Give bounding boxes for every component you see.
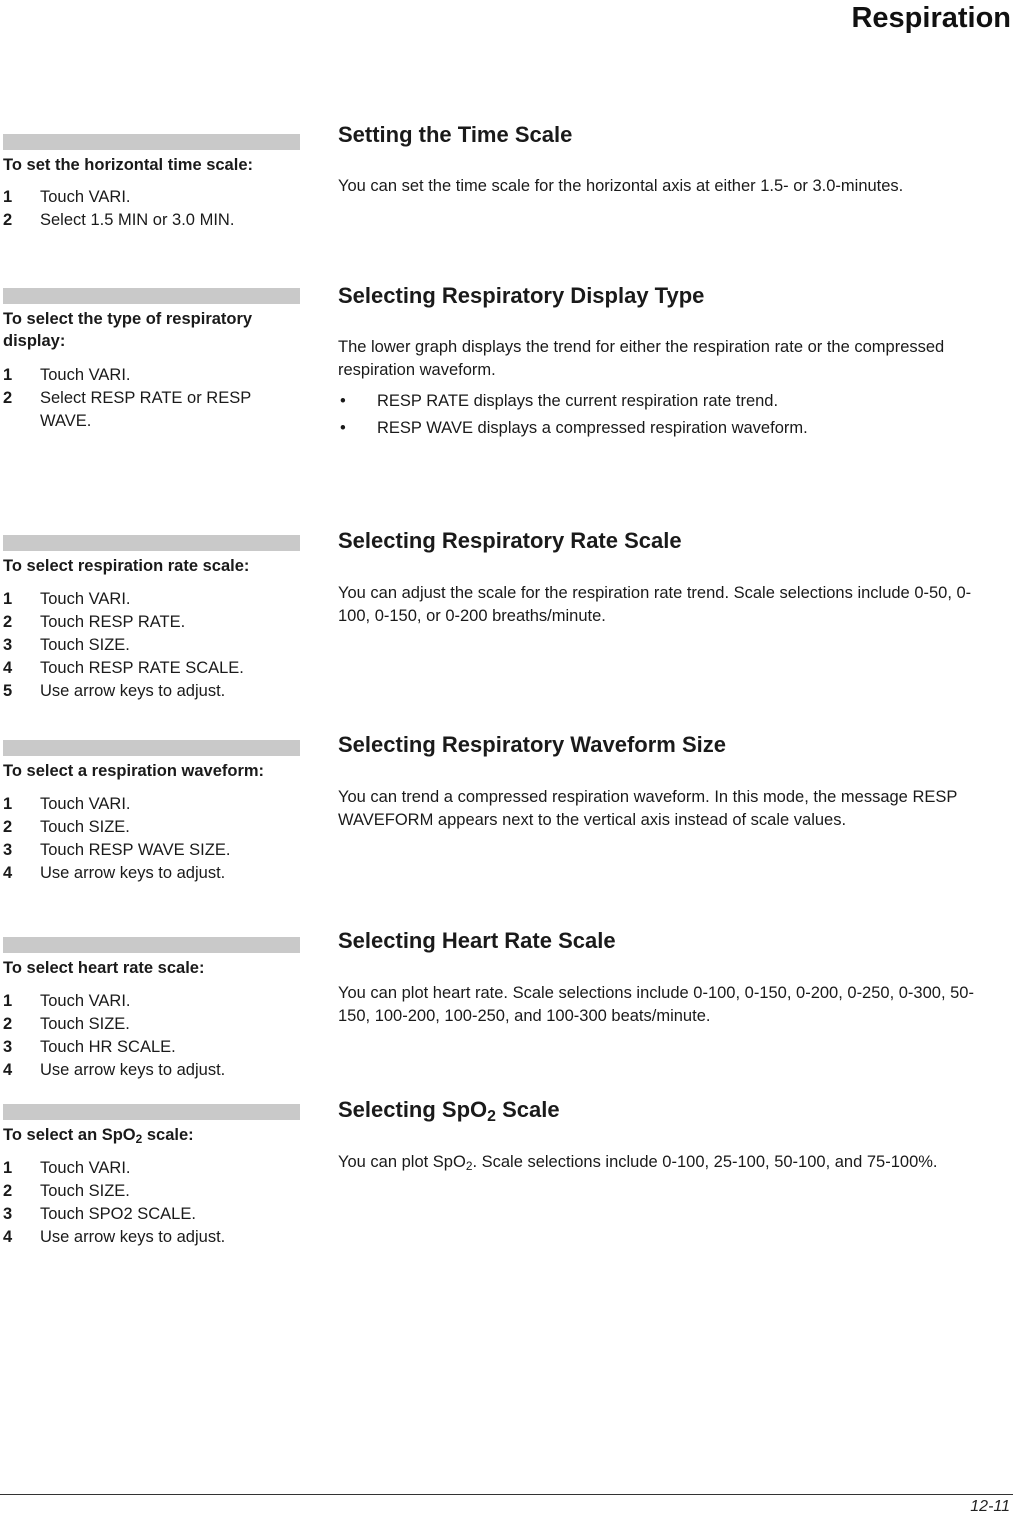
bullet-icon: • bbox=[340, 419, 346, 437]
procedure-step: 2 Touch SIZE. bbox=[3, 818, 130, 836]
bullet-item: • RESP WAVE displays a compressed respiration waveform. bbox=[338, 417, 998, 440]
section-content bbox=[338, 1096, 998, 1174]
procedure-sidebar bbox=[3, 1104, 300, 1249]
section-heading: Selecting Heart Rate Scale bbox=[338, 928, 616, 953]
procedure-title: To select heart rate scale: bbox=[3, 959, 205, 977]
section-body: You can plot heart rate. Scale selections include 0-100, 0-150, 0-200, 0-250, 0-300, 50-150, 100-200, 100-250, and 100-300 beats/minute. bbox=[338, 984, 974, 1025]
procedure-steps bbox=[3, 1157, 300, 1249]
section-content bbox=[338, 731, 998, 832]
procedure-title: To select respiration rate scale: bbox=[3, 557, 250, 575]
procedure-title: To select an SpO$_2$ scale: bbox=[3, 1126, 194, 1146]
procedure-step: 5 Use arrow keys to adjust. bbox=[3, 682, 226, 700]
section-body: You can set the time scale for the horizontal axis at either 1.5- or 3.0-minutes. bbox=[338, 177, 904, 195]
section-content bbox=[338, 927, 998, 1028]
procedure-step: 1 Touch VARI. bbox=[3, 795, 131, 813]
procedure-step: 3 Touch HR SCALE. bbox=[3, 1038, 176, 1056]
procedure-step: 2 Select 1.5 MIN or 3.0 MIN. bbox=[3, 211, 235, 229]
page-number: 12-11 bbox=[970, 1498, 1010, 1515]
procedure-step: 4 Use arrow keys to adjust. bbox=[3, 1061, 226, 1079]
procedure-step: 2 Touch SIZE. bbox=[3, 1015, 130, 1033]
section-body: You can plot SpO$_2$. Scale selections include 0-100, 25-100, 50-100, and 75-100%. bbox=[338, 1153, 938, 1173]
procedure-step: 2 Touch SIZE. bbox=[3, 1182, 130, 1200]
section-heading: Selecting SpO$_2$ Scale bbox=[338, 1097, 560, 1125]
procedure-steps bbox=[3, 793, 300, 885]
bullet-list bbox=[338, 390, 998, 440]
section-body: You can adjust the scale for the respiration rate trend. Scale selections include 0-50, 0-100, 0-150, or 0-200 breaths/minute. bbox=[338, 584, 972, 625]
sidebar-divider-bar bbox=[3, 535, 300, 551]
procedure-title: To select the type of respiratory display: bbox=[3, 310, 253, 350]
procedure-steps bbox=[3, 588, 300, 703]
procedure-steps bbox=[3, 186, 300, 232]
section-body: The lower graph displays the trend for either the respiration rate or the compressed respiration waveform. bbox=[338, 338, 945, 379]
procedure-sidebar bbox=[3, 937, 300, 1082]
section-body: You can trend a compressed respiration waveform. In this mode, the message RESP WAVEFORM appears next to the vertical axis instead of scale values. bbox=[338, 788, 958, 829]
procedure-step: 1 Touch VARI. bbox=[3, 366, 131, 384]
procedure-step: 4 Use arrow keys to adjust. bbox=[3, 864, 226, 882]
procedure-step: 1 Touch VARI. bbox=[3, 590, 131, 608]
section-heading: Selecting Respiratory Rate Scale bbox=[338, 528, 682, 553]
sidebar-divider-bar bbox=[3, 134, 300, 150]
section-content bbox=[338, 527, 998, 628]
sidebar-divider-bar bbox=[3, 288, 300, 304]
procedure-step: 1 Touch VARI. bbox=[3, 1159, 131, 1177]
bullet-item: • RESP RATE displays the current respiration rate trend. bbox=[338, 390, 998, 413]
procedure-title: To select a respiration waveform: bbox=[3, 762, 265, 780]
section-content bbox=[338, 121, 998, 198]
procedure-title: To set the horizontal time scale: bbox=[3, 156, 253, 174]
footer-divider bbox=[0, 1494, 1013, 1495]
procedure-sidebar bbox=[3, 134, 300, 232]
procedure-sidebar bbox=[3, 535, 300, 703]
procedure-step: 3 Touch RESP WAVE SIZE. bbox=[3, 841, 231, 859]
sidebar-divider-bar bbox=[3, 937, 300, 953]
section-content bbox=[338, 282, 998, 440]
page-header-title: Respiration bbox=[851, 2, 1011, 34]
procedure-sidebar bbox=[3, 288, 300, 433]
procedure-step: 1 Touch VARI. bbox=[3, 992, 131, 1010]
procedure-steps bbox=[3, 990, 300, 1082]
sidebar-divider-bar bbox=[3, 740, 300, 756]
procedure-step: 4 Touch RESP RATE SCALE. bbox=[3, 659, 244, 677]
section-heading: Selecting Respiratory Display Type bbox=[338, 283, 705, 308]
procedure-step: 2 Touch RESP RATE. bbox=[3, 613, 186, 631]
procedure-step: 4 Use arrow keys to adjust. bbox=[3, 1228, 226, 1246]
section-heading: Setting the Time Scale bbox=[338, 122, 573, 147]
procedure-step: 1 Touch VARI. bbox=[3, 188, 131, 206]
procedure-step: 3 Touch SIZE. bbox=[3, 636, 130, 654]
section-heading: Selecting Respiratory Waveform Size bbox=[338, 732, 726, 757]
sidebar-divider-bar bbox=[3, 1104, 300, 1120]
procedure-step: 2 Select RESP RATE or RESP WAVE. bbox=[3, 389, 251, 430]
procedure-step: 3 Touch SPO2 SCALE. bbox=[3, 1205, 196, 1223]
procedure-sidebar bbox=[3, 740, 300, 885]
procedure-steps bbox=[3, 364, 300, 433]
bullet-icon: • bbox=[340, 392, 346, 410]
